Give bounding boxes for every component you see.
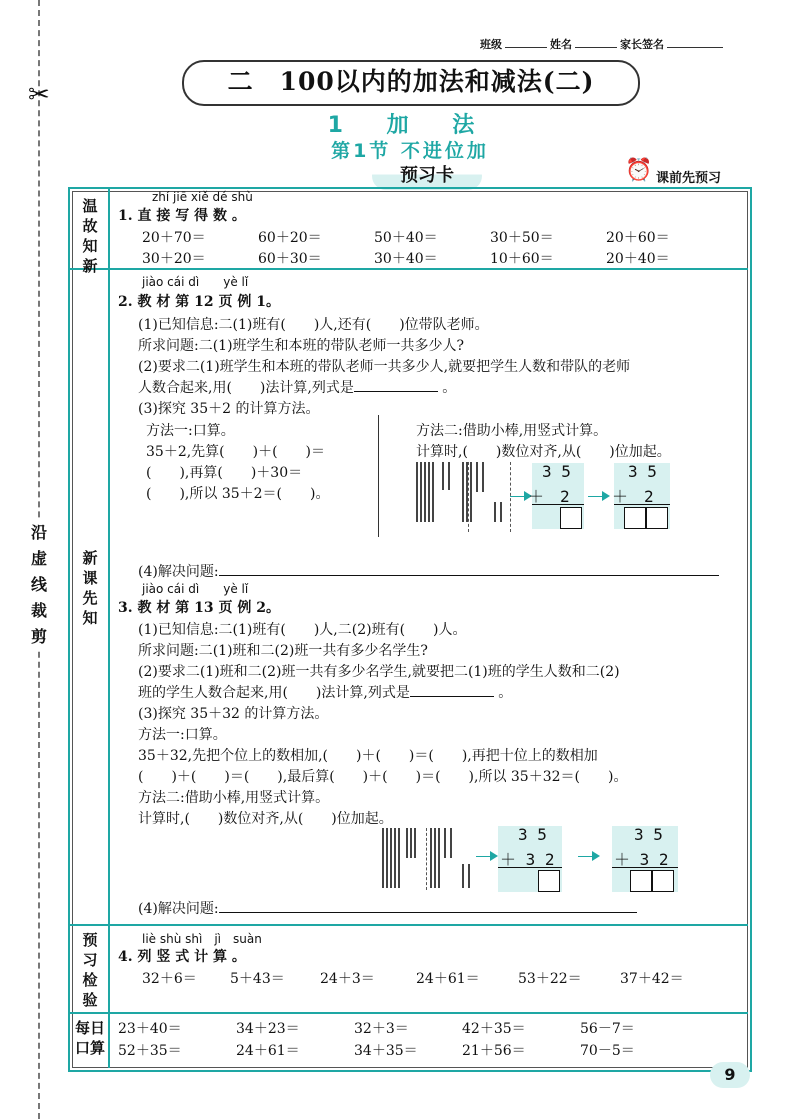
preview-tag: 课前先预习 — [656, 171, 722, 186]
answer-box[interactable] — [538, 870, 560, 892]
answer-box[interactable] — [624, 507, 646, 529]
daily-item: 56－7＝ — [580, 1021, 635, 1037]
answer-box[interactable] — [560, 507, 582, 529]
section-daily-label — [74, 1018, 106, 1058]
calc-a-bottom: ＋ 2 — [528, 487, 570, 506]
q3-pinyin: jiào cái dì yè lǐ — [142, 582, 249, 596]
scissors-icon: ✂ — [28, 80, 50, 110]
q3-line: 35＋32,先把个位上的数相加,( )＋( )＝( ),再把十位上的数相加 — [138, 748, 598, 764]
daily-item: 24＋61＝ — [236, 1043, 300, 1059]
q3-line — [138, 682, 512, 702]
calc-a-top: 3 5 — [542, 462, 571, 481]
calc-line — [612, 867, 678, 868]
method-separator — [378, 415, 379, 537]
q3-line: 计算时,( )数位对齐,从( )位加起。 — [138, 811, 393, 827]
row-divider — [70, 924, 748, 926]
name-label: 姓名 — [550, 38, 572, 51]
section-review-label — [74, 196, 106, 276]
parent-signature-label: 家长签名 — [620, 38, 664, 51]
class-label: 班级 — [480, 38, 502, 51]
name-blank[interactable] — [575, 47, 617, 48]
equation-blank[interactable] — [410, 696, 494, 697]
q4-item: 37＋42＝ — [620, 971, 684, 987]
q2-title: 2. 教 材 第 12 页 例 1。 — [118, 294, 280, 310]
section-check-text: 预习检验 — [82, 931, 98, 1009]
q2-line: (2)要求二(1)班学生和本班的带队老师一共多少人,就要把学生人数和带队的老师 — [138, 359, 631, 375]
equation-blank[interactable] — [354, 391, 438, 392]
section-review-text: 温故知新 — [82, 197, 98, 275]
section-check-label — [74, 930, 106, 1010]
daily-item: 21＋56＝ — [462, 1043, 526, 1059]
q2-pinyin: jiào cái dì yè lǐ — [142, 275, 249, 289]
q2-line-end: 。 — [442, 380, 457, 396]
row-divider — [70, 1012, 748, 1014]
q4-item: 32＋6＝ — [142, 971, 197, 987]
q1-item: 30＋50＝ — [490, 230, 554, 246]
daily-item: 32＋3＝ — [354, 1021, 409, 1037]
answer-box[interactable] — [652, 870, 674, 892]
q2-line: (3)探究 35＋2 的计算方法。 — [138, 401, 320, 417]
q4-item: 5＋43＝ — [230, 971, 285, 987]
q3-line-end: 。 — [498, 685, 513, 701]
calc-b-top: 3 5 — [634, 825, 663, 844]
method1-line: ( ),所以 35＋2＝( )。 — [146, 486, 330, 502]
q2-line: (1)已知信息:二(1)班有( )人,还有( )位带队老师。 — [138, 317, 489, 333]
counting-sticks-image — [414, 462, 508, 522]
method2-title: 方法二:借助小棒,用竖式计算。 — [416, 423, 608, 439]
q1-title: 1. 直 接 写 得 数 。 — [118, 208, 246, 224]
card-title: 预习卡 — [372, 162, 482, 190]
q1-item: 30＋40＝ — [374, 251, 438, 267]
daily-item: 52＋35＝ — [118, 1043, 182, 1059]
section-daily-text: 每日口算 — [74, 1019, 105, 1057]
answer-box[interactable] — [646, 507, 668, 529]
q1-pinyin: zhí jiē xiě dé shù — [152, 190, 253, 204]
section-new-text: 新课先知 — [82, 549, 98, 627]
q4-item: 24＋61＝ — [416, 971, 480, 987]
calc-a-top: 3 5 — [518, 825, 547, 844]
q1-item: 10＋60＝ — [490, 251, 554, 267]
q1-item: 20＋60＝ — [606, 230, 670, 246]
cut-instruction: 沿虚线裁剪 — [24, 520, 54, 650]
section-title: 第1节 不进位加 — [331, 140, 489, 162]
q4-title: 4. 列 竖 式 计 算 。 — [118, 949, 246, 965]
student-info-fields — [480, 36, 726, 52]
solve-blank[interactable] — [219, 912, 637, 913]
unit-title: 二 100以内的加法和减法(二) — [182, 60, 640, 106]
q2-solve-label: (4)解决问题: — [138, 564, 219, 580]
section-column-divider — [108, 189, 110, 1068]
q3-line: (3)探究 35＋32 的计算方法。 — [138, 706, 329, 722]
q4-pinyin: liè shù shì jì suàn — [142, 932, 262, 946]
q1-item: 60＋30＝ — [258, 251, 322, 267]
method1-title: 方法一:口算。 — [146, 423, 235, 439]
arrow-right-icon — [602, 491, 610, 501]
method1-line: ( ),再算( )＋30＝ — [146, 465, 303, 481]
q3-line: (2)要求二(1)班和二(2)班一共有多少名学生,就要把二(1)班的学生人数和二(2) — [138, 664, 620, 680]
calc-line — [498, 867, 562, 868]
answer-box[interactable] — [630, 870, 652, 892]
q3-line: 方法二:借助小棒,用竖式计算。 — [138, 790, 330, 806]
q4-item: 24＋3＝ — [320, 971, 375, 987]
q2-line — [138, 377, 456, 397]
daily-item: 34＋35＝ — [354, 1043, 418, 1059]
method1-line: 35＋2,先算( )＋( )＝ — [146, 444, 326, 460]
q3-solve — [138, 898, 637, 918]
alarm-clock-icon: ⏰ — [625, 158, 653, 183]
q3-solve-label: (4)解决问题: — [138, 901, 219, 917]
q1-item: 20＋70＝ — [142, 230, 206, 246]
arrow-right-icon — [490, 851, 498, 861]
place-value-divider — [426, 828, 427, 890]
q2-solve — [138, 561, 719, 581]
class-blank[interactable] — [505, 47, 547, 48]
q3-line: (1)已知信息:二(1)班有( )人,二(2)班有( )人。 — [138, 622, 467, 638]
place-value-divider — [510, 462, 511, 532]
daily-item: 42＋35＝ — [462, 1021, 526, 1037]
arrow-right-icon — [592, 851, 600, 861]
method2-line: 计算时,( )数位对齐,从( )位加起。 — [416, 444, 671, 460]
place-value-divider — [468, 462, 469, 532]
lesson-title: 1 加 法 — [327, 113, 493, 138]
q3-line: ( )＋( )＝( ),最后算( )＋( )＝( ),所以 35＋32＝( )。 — [138, 769, 628, 785]
q2-line-text: 人数合起来,用( )法计算,列式是 — [138, 380, 354, 396]
q1-item: 60＋20＝ — [258, 230, 322, 246]
daily-item: 23＋40＝ — [118, 1021, 182, 1037]
counting-sticks-image — [380, 828, 474, 888]
row-divider — [70, 268, 748, 270]
section-new-label — [74, 548, 106, 628]
q2-line: 所求问题:二(1)班学生和本班的带队老师一共多少人? — [138, 338, 465, 354]
q3-line: 方法一:口算。 — [138, 727, 227, 743]
daily-item: 70－5＝ — [580, 1043, 635, 1059]
calc-b-top: 3 5 — [628, 462, 657, 481]
page-number: 9 — [710, 1062, 750, 1088]
calc-b-bottom: ＋ 2 — [612, 487, 654, 506]
daily-item: 34＋23＝ — [236, 1021, 300, 1037]
calc-a-bottom: ＋ 3 2 — [500, 850, 555, 869]
parent-signature-blank[interactable] — [667, 47, 723, 48]
calc-line — [614, 504, 670, 505]
q3-title: 3. 教 材 第 13 页 例 2。 — [118, 600, 280, 616]
q3-line: 所求问题:二(1)班和二(2)班一共有多少名学生? — [138, 643, 428, 659]
q1-item: 50＋40＝ — [374, 230, 438, 246]
calc-line — [532, 504, 584, 505]
q3-line-text: 班的学生人数合起来,用( )法计算,列式是 — [138, 685, 410, 701]
calc-b-bottom: ＋ 3 2 — [614, 850, 669, 869]
q1-item: 20＋40＝ — [606, 251, 670, 267]
solve-blank[interactable] — [219, 575, 719, 576]
q1-item: 30＋20＝ — [142, 251, 206, 267]
q4-item: 53＋22＝ — [518, 971, 582, 987]
